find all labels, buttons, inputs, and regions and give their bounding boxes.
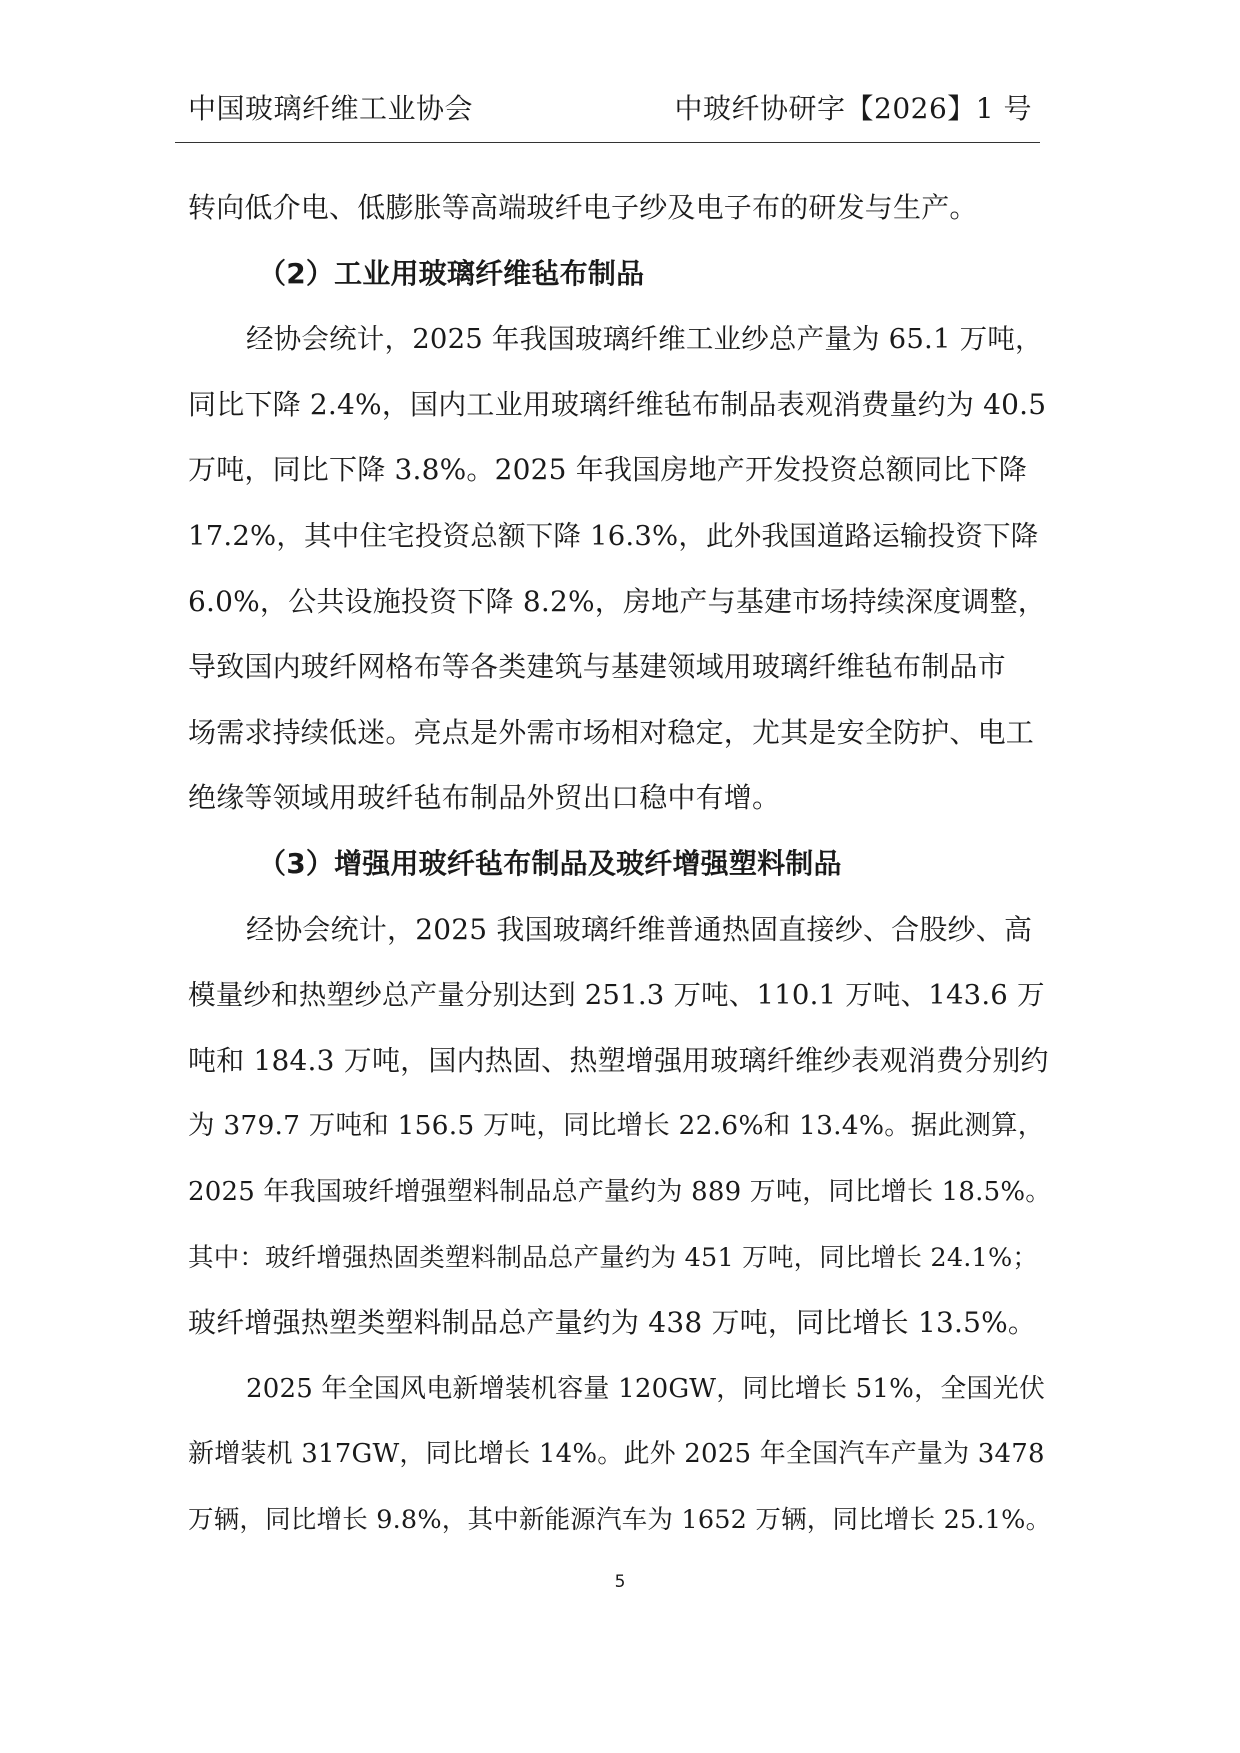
paragraph-line: 新增装机 317GW，同比增长 14%。此外 2025 年全国汽车产量为 3478: [188, 1439, 1045, 1470]
paragraph-line: 万辆，同比增长 9.8%，其中新能源汽车为 1652 万辆，同比增长 25.1%。: [188, 1504, 1052, 1535]
paragraph-line: 其中：玻纤增强热固类塑料制品总产量约为 451 万吨，同比增长 24.1%；: [188, 1242, 1039, 1273]
paragraph-line: 为 379.7 万吨和 156.5 万吨，同比增长 22.6%和 13.4%。据此测算，: [188, 1110, 1045, 1142]
paragraph-line: 2025 年全国风电新增装机容量 120GW，同比增长 51%，全国光伏: [246, 1373, 1046, 1404]
paragraph-line: 经协会统计，2025 我国玻璃纤维普通热固直接纱、合股纱、高: [246, 912, 1033, 946]
paragraph-line: 同比下降 2.4%，国内工业用玻璃纤维毡布制品表观消费量约为 40.5: [188, 387, 1047, 421]
paragraph-line: 吨和 184.3 万吨，国内热固、热塑增强用玻璃纤维纱表观消费分别约: [188, 1043, 1049, 1077]
document-body: [188, 180, 1052, 1557]
paragraph-line: 万吨，同比下降 3.8%。2025 年我国房地产开发投资总额同比下降: [188, 453, 1027, 487]
paragraph-line: 玻纤增强热塑类塑料制品总产量约为 438 万吨，同比增长 13.5%。: [188, 1306, 1037, 1340]
paragraph-line: 2025 年我国玻纤增强塑料制品总产量约为 889 万吨，同比增长 18.5%。: [188, 1176, 1052, 1207]
paragraph-line: 17.2%，其中住宅投资总额下降 16.3%，此外我国道路运输投资下降: [188, 519, 1039, 552]
page-header: [188, 88, 1032, 130]
header-divider: [175, 142, 1040, 143]
page-number: 5: [614, 1572, 626, 1592]
paragraph-line: 经协会统计，2025 年我国玻璃纤维工业纱总产量为 65.1 万吨，: [246, 323, 1043, 356]
paragraph-line: 场需求持续低迷。亮点是外需市场相对稳定，尤其是安全防护、电工: [188, 715, 1035, 749]
header-document-number: 中玻纤协研字【2026】1 号: [674, 92, 1032, 125]
paragraph-line: 导致国内玻纤网格布等各类建筑与基建领域用玻璃纤维毡布制品市: [188, 650, 1006, 684]
paragraph-line: 绝缘等领域用玻纤毡布制品外贸出口稳中有增。: [188, 781, 781, 815]
section-heading-2: （2）工业用玻璃纤维毡布制品: [258, 256, 645, 290]
header-organization: 中国玻璃纤维工业协会: [188, 92, 474, 125]
section-heading-3: （3）增强用玻纤毡布制品及玻纤增强塑料制品: [258, 846, 842, 880]
paragraph-line: 6.0%，公共设施投资下降 8.2%，房地产与基建市场持续深度调整，: [188, 584, 1046, 618]
paragraph-line: 转向低介电、低膨胀等高端玻纤电子纱及电子布的研发与生产。: [188, 191, 978, 224]
paragraph-line: 模量纱和热塑纱总产量分别达到 251.3 万吨、110.1 万吨、143.6 万: [188, 979, 1045, 1012]
